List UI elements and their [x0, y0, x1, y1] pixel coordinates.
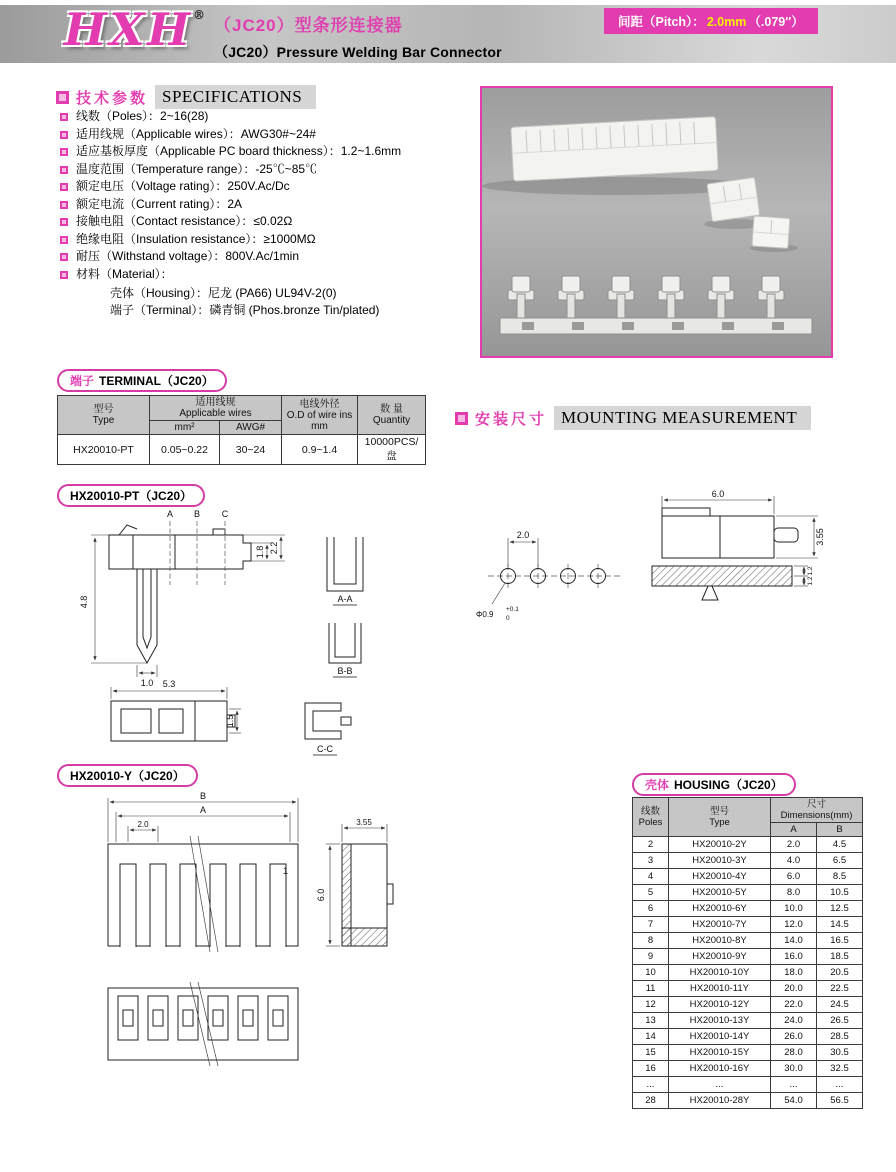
- pin-1-marker: 1: [283, 866, 289, 876]
- terminal-section-label: [57, 369, 227, 392]
- housing-row: [633, 933, 863, 949]
- cell-dim-a: 22.0: [771, 997, 817, 1013]
- housing-label-cn: 壳体: [645, 778, 670, 792]
- mounting-dimension-drawing: [462, 488, 837, 668]
- spec-item-text: 耐压（Withstand voltage）：800V.Ac/1min: [76, 249, 299, 263]
- housing-drawing-label-text: HX20010-Y（JC20）: [70, 769, 185, 783]
- cell-poles: 2: [633, 837, 669, 853]
- cell-poles: 16: [633, 1061, 669, 1077]
- housing-bottom-view: [108, 982, 298, 1066]
- title-english: （JC20）Pressure Welding Bar Connector: [214, 44, 502, 60]
- spec-item: [60, 128, 472, 142]
- housing-row: [633, 869, 863, 885]
- section-label-aa: A-A: [337, 594, 353, 604]
- spec-list: [60, 110, 472, 281]
- col-awg: AWG#: [220, 421, 282, 435]
- housing-row: [633, 965, 863, 981]
- bullet-square-icon: [60, 236, 68, 244]
- dim-crimp-inner: 1.8: [255, 545, 265, 559]
- specifications-heading: [56, 85, 316, 109]
- cell-type: HX20010-12Y: [669, 997, 771, 1013]
- bullet-square-icon: [60, 113, 68, 121]
- col-dim-a: A: [771, 823, 817, 837]
- terminal-drawing-label: [57, 484, 205, 507]
- housing-row: [633, 1045, 863, 1061]
- cell-type: HX20010-15Y: [669, 1045, 771, 1061]
- cell-poles: 28: [633, 1093, 669, 1109]
- housing-row: [633, 1077, 863, 1093]
- spec-item-text: 适用线规（Applicable wires）：AWG30#~24#: [76, 126, 316, 141]
- col-applicable-wires: [150, 396, 282, 421]
- bullet-square-icon: [60, 271, 68, 279]
- housing-row: [633, 885, 863, 901]
- dim-total-height: 4.8: [79, 595, 89, 609]
- cell-poles: 8: [633, 933, 669, 949]
- col-wires-en: Applicable wires: [179, 408, 252, 419]
- col-poles-en: Poles: [638, 817, 663, 828]
- spec-item-text: 温度范围（Temperature range）：-25℃~85℃: [76, 161, 318, 176]
- product-photo: [480, 86, 833, 358]
- cell-dim-a: 26.0: [771, 1029, 817, 1045]
- bullet-square-icon: [60, 131, 68, 139]
- cell-poles: 11: [633, 981, 669, 997]
- housing-label-en: HOUSING（JC20）: [674, 778, 783, 792]
- spec-item-text: 材料（Material）：: [76, 266, 173, 281]
- housing-row: [633, 1029, 863, 1045]
- cell-dim-a: 6.0: [771, 869, 817, 885]
- pitch-label: 间距（Pitch）：: [618, 15, 705, 29]
- cell-poles: 9: [633, 949, 669, 965]
- cell-dim-b: 20.5: [817, 965, 863, 981]
- section-label-bb: B-B: [337, 666, 353, 676]
- terminal-sections: [305, 537, 363, 739]
- cell-dim-a: 30.0: [771, 1061, 817, 1077]
- cell-dim-a: 54.0: [771, 1093, 817, 1109]
- col-qty-cn: 数 量: [380, 404, 403, 415]
- dim-hole-pitch: 2.0: [516, 530, 530, 540]
- registered-mark: ®: [192, 8, 205, 22]
- bullet-square-icon: [60, 183, 68, 191]
- page-titles: [214, 11, 502, 62]
- cell-poles: 14: [633, 1029, 669, 1045]
- cell-type: HX20010-11Y: [669, 981, 771, 997]
- specifications-heading-en: SPECIFICATIONS: [155, 85, 316, 109]
- bar-connector-small: [752, 216, 790, 248]
- spec-block: [60, 110, 472, 319]
- spec-item: [60, 180, 472, 194]
- housing-front-view: [108, 836, 298, 952]
- cell-dim-a: ...: [771, 1077, 817, 1093]
- col-type: [58, 396, 150, 435]
- col-type-en: Type: [709, 817, 730, 828]
- housing-row: [633, 1093, 863, 1109]
- cell-poles: ...: [633, 1077, 669, 1093]
- cell-poles: 4: [633, 869, 669, 885]
- cell-type: HX20010-4Y: [669, 869, 771, 885]
- cell-poles: 15: [633, 1045, 669, 1061]
- col-od-en: O.D of wire ins: [286, 409, 353, 421]
- spec-item: [60, 163, 472, 177]
- cell-type: HX20010-8Y: [669, 933, 771, 949]
- col-mm2: mm²: [150, 421, 220, 435]
- cell-poles: 6: [633, 901, 669, 917]
- col-od-cn: 电线外径: [299, 398, 340, 410]
- specifications-heading-cn: 技术参数: [76, 89, 149, 107]
- cell-dim-b: 16.5: [817, 933, 863, 949]
- cell-dim-b: 28.5: [817, 1029, 863, 1045]
- housing-header-row-1: [633, 798, 863, 823]
- material-sub-line: 壳体（Housing）：尼龙 (PA66) UL94V-2(0): [110, 286, 337, 300]
- terminal-label-cn: 端子: [70, 374, 95, 388]
- cell-dim-b: 22.5: [817, 981, 863, 997]
- section-label-cc: C-C: [317, 744, 333, 754]
- cell-dim-a: 12.0: [771, 917, 817, 933]
- housing-row: [633, 853, 863, 869]
- col-poles: [633, 798, 669, 837]
- cell-type: HX20010-28Y: [669, 1093, 771, 1109]
- col-quantity: [358, 396, 426, 435]
- cell-od: 0.9~1.4: [282, 435, 358, 465]
- cell-dim-b: 4.5: [817, 837, 863, 853]
- cell-type: HX20010-9Y: [669, 949, 771, 965]
- product-photo-image: [482, 88, 831, 356]
- housing-row: [633, 997, 863, 1013]
- spec-item: [60, 198, 472, 212]
- cell-type: HX20010-16Y: [669, 1061, 771, 1077]
- cell-mm2: 0.05~0.22: [150, 435, 220, 465]
- cell-type: HX20010-14Y: [669, 1029, 771, 1045]
- pitch-inch: （.079″）: [748, 15, 804, 29]
- cell-poles: 3: [633, 853, 669, 869]
- cell-dim-a: 2.0: [771, 837, 817, 853]
- terminal-side-view: [109, 525, 251, 663]
- cell-poles: 10: [633, 965, 669, 981]
- dim-housing-height: 6.0: [316, 888, 326, 902]
- cell-dim-a: 16.0: [771, 949, 817, 965]
- cell-type: HX20010-7Y: [669, 917, 771, 933]
- cut-mark-a: A: [166, 509, 174, 519]
- terminal-header-row-1: [58, 396, 426, 421]
- terminal-bottom-view: [111, 701, 235, 741]
- spec-item: [60, 110, 472, 124]
- col-od: [282, 396, 358, 435]
- col-poles-cn: 线数: [640, 806, 660, 817]
- bullet-square-icon: [60, 253, 68, 261]
- dim-crimp-outer: 2.2: [269, 541, 279, 555]
- bar-connector-large: [511, 117, 719, 182]
- cell-type: HX20010-2Y: [669, 837, 771, 853]
- terminal-data-row: [58, 435, 426, 465]
- terminal-table: [57, 395, 426, 465]
- housing-row: [633, 917, 863, 933]
- spec-item-text: 额定电流（Current rating）：2A: [76, 196, 243, 211]
- material-sub-line: 端子（Terminal）：磷青铜 (Phos.bronze Tin/plated): [110, 303, 380, 317]
- col-type-en: Type: [92, 415, 115, 426]
- cell-dim-b: 26.5: [817, 1013, 863, 1029]
- dim-body-width: 6.0: [711, 489, 725, 499]
- mounting-heading-cn: 安装尺寸: [475, 410, 548, 428]
- col-dimensions: 尺寸 Dimensions(mm): [771, 798, 863, 823]
- cell-poles: 13: [633, 1013, 669, 1029]
- terminal-drawing-label-text: HX20010-PT（JC20）: [70, 489, 193, 503]
- cell-dim-a: 14.0: [771, 933, 817, 949]
- cell-dim-b: 8.5: [817, 869, 863, 885]
- cell-dim-b: 12.5: [817, 901, 863, 917]
- title-chinese: （JC20）型条形连接器: [214, 16, 403, 35]
- cell-dim-b: ...: [817, 1077, 863, 1093]
- cell-dim-b: 30.5: [817, 1045, 863, 1061]
- cell-dim-b: 32.5: [817, 1061, 863, 1077]
- cut-mark-b: B: [193, 509, 201, 519]
- dim-bottom-height: 1.5: [225, 714, 235, 728]
- col-qty-en: Quantity: [372, 415, 411, 426]
- material-sub-list: [110, 285, 472, 319]
- housing-row: [633, 981, 863, 997]
- col-wires-cn: 适用线规: [195, 397, 236, 408]
- cell-type: HX20010-PT: [58, 435, 150, 465]
- dim-fork-width: 1.0: [140, 678, 154, 688]
- cell-dim-a: 8.0: [771, 885, 817, 901]
- housing-row: [633, 901, 863, 917]
- section-square-icon: [455, 412, 468, 425]
- cell-dim-a: 4.0: [771, 853, 817, 869]
- bar-connector-medium: [707, 177, 760, 221]
- bullet-square-icon: [60, 148, 68, 156]
- cell-type: HX20010-10Y: [669, 965, 771, 981]
- col-type: [669, 798, 771, 837]
- spec-item: [60, 268, 472, 282]
- spec-item-text: 额定电压（Voltage rating）：250V.Ac/Dc: [76, 179, 290, 193]
- dim-hole-diameter: Φ0.9: [476, 610, 494, 619]
- housing-dimension-drawing: [80, 788, 425, 1088]
- housing-side-view: [342, 844, 393, 946]
- cell-dim-b: 6.5: [817, 853, 863, 869]
- housing-table: [632, 797, 863, 1109]
- cell-dim-b: 10.5: [817, 885, 863, 901]
- cell-type: HX20010-13Y: [669, 1013, 771, 1029]
- cell-poles: 7: [633, 917, 669, 933]
- dim-pcb-thickness-1: 1.2: [807, 566, 814, 576]
- col-dim-b: B: [817, 823, 863, 837]
- cell-dim-a: 28.0: [771, 1045, 817, 1061]
- cell-poles: 12: [633, 997, 669, 1013]
- spec-item: [60, 233, 472, 247]
- cell-poles: 5: [633, 885, 669, 901]
- dim-overall-width-B: B: [199, 791, 207, 801]
- housing-row: [633, 1013, 863, 1029]
- dim-bottom-length: 5.3: [162, 679, 176, 689]
- cell-dim-b: 56.5: [817, 1093, 863, 1109]
- spec-item: [60, 215, 472, 229]
- bullet-square-icon: [60, 201, 68, 209]
- pitch-value: 2.0mm: [706, 15, 747, 29]
- mounting-heading: [455, 406, 811, 430]
- dim-inner-width-A: A: [199, 805, 207, 815]
- dim-cavity-pitch: 2.0: [137, 820, 149, 829]
- housing-row: [633, 837, 863, 853]
- mounting-heading-en: MOUNTING MEASUREMENT: [554, 406, 811, 430]
- dim-hole-tol-lower: 0: [506, 615, 510, 622]
- dim-housing-depth: 3.55: [356, 818, 372, 827]
- spec-item-text: 绝缘电阻（Insulation resistance）：≥1000MΩ: [76, 231, 316, 246]
- pcb-cross-section: [652, 566, 792, 586]
- cell-dim-a: 10.0: [771, 901, 817, 917]
- bullet-square-icon: [60, 166, 68, 174]
- cell-dim-b: 18.5: [817, 949, 863, 965]
- housing-section-label: [632, 773, 796, 796]
- cell-type: HX20010-5Y: [669, 885, 771, 901]
- col-type-cn: 型号: [709, 806, 729, 817]
- cell-dim-a: 24.0: [771, 1013, 817, 1029]
- spec-item-text: 接触电阻（Contact resistance）：≤0.02Ω: [76, 214, 293, 228]
- cell-dim-a: 18.0: [771, 965, 817, 981]
- terminal-label-en: TERMINAL（JC20）: [99, 374, 214, 388]
- cell-type: ...: [669, 1077, 771, 1093]
- terminal-dimension-drawing: [75, 505, 405, 760]
- hole-center-lines: [488, 564, 620, 588]
- spec-item: [60, 145, 472, 159]
- dim-body-height: 3.55: [815, 528, 825, 546]
- cell-dim-b: 14.5: [817, 917, 863, 933]
- spec-item-text: 适应基板厚度（Applicable PC board thickness）：1.2~1.6mm: [76, 144, 402, 158]
- col-od-unit: mm: [311, 420, 328, 432]
- dim-pcb-thickness-2: 1.2: [807, 576, 814, 586]
- cell-awg: 30~24: [220, 435, 282, 465]
- housing-drawing-label: [57, 764, 198, 787]
- section-square-icon: [56, 91, 69, 104]
- cell-type: HX20010-6Y: [669, 901, 771, 917]
- brand-logo: [64, 3, 205, 56]
- spec-item-text: 线数（Poles）：2~16(28): [76, 109, 209, 123]
- cell-qty: 10000PCS/盘: [358, 435, 426, 465]
- cell-type: HX20010-3Y: [669, 853, 771, 869]
- cell-dim-b: 24.5: [817, 997, 863, 1013]
- dim-hole-tol-upper: +0.1: [506, 606, 519, 613]
- cut-mark-c: C: [221, 509, 229, 519]
- bullet-square-icon: [60, 218, 68, 226]
- col-type-cn: 型号: [93, 404, 114, 415]
- cell-dim-a: 20.0: [771, 981, 817, 997]
- housing-row: [633, 1061, 863, 1077]
- pitch-badge: [604, 8, 818, 34]
- spec-item: [60, 250, 472, 264]
- brand-logo-text: HXH: [64, 3, 193, 56]
- housing-row: [633, 949, 863, 965]
